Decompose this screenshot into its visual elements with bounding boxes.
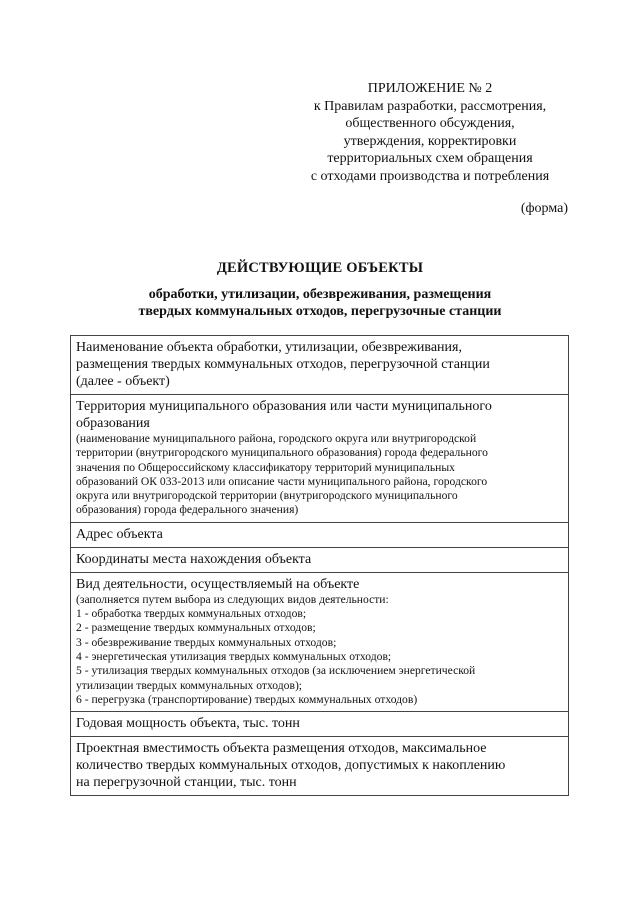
territory-note-3: значения по Общероссийскому классификатору территорий муниципальных <box>76 460 455 474</box>
cell-capacity <box>71 712 569 737</box>
form-label: (форма) <box>520 201 568 216</box>
territory-note-6: образования) города федерального значения) <box>76 503 299 517</box>
design-capacity-label-1: Проектная вместимость объекта размещения отходов, максимальное <box>76 741 487 757</box>
design-capacity-label-2: количество твердых коммунальных отходов, допустимых к накоплению <box>76 758 506 774</box>
object-name-label-1: Наименование объекта обработки, утилизации, обезвреживания, <box>76 340 462 355</box>
capacity-label: Годовая мощность объекта, тыс. тонн <box>76 716 300 732</box>
subtitle-line-1: обработки, утилизации, обезвреживания, размещения <box>148 287 492 302</box>
row-object-name <box>71 336 569 395</box>
territory-label-1: Территория муниципального образования или части муниципального <box>76 399 492 414</box>
row-territory <box>71 395 569 523</box>
cell-design-capacity <box>71 737 569 796</box>
appendix-title: ПРИЛОЖЕНИЕ № 2 <box>367 81 493 96</box>
activity-note-4: 3 - обезвреживание твердых коммунальных отходов; <box>76 635 337 649</box>
coordinates-label: Координаты места нахождения объекта <box>76 551 312 567</box>
activity-note-2: 1 - обработка твердых коммунальных отходов; <box>76 607 307 621</box>
activity-note-5: 4 - энергетическая утилизация твердых коммунальных отходов; <box>76 649 392 663</box>
address-label: Адрес объекта <box>76 526 163 542</box>
appendix-line-4: территориальных схем обращения <box>327 151 533 167</box>
activity-note-8: 6 - перегрузка (транспортирование) твердых коммунальных отходов) <box>76 692 418 706</box>
territory-note-5: округа или внутригородской территории (внутригородского муниципального <box>76 489 458 503</box>
form-table <box>70 335 569 796</box>
document-subtitle <box>0 286 640 320</box>
appendix-line-3: утверждения, корректировки <box>343 133 517 149</box>
cell-object-name <box>71 336 569 395</box>
appendix-header <box>280 80 580 186</box>
activity-note-1: (заполняется путем выбора из следующих видов деятельности: <box>76 592 389 606</box>
row-capacity <box>71 712 569 737</box>
object-name-label-2: размещения твердых коммунальных отходов, перегрузочной станции <box>76 357 490 372</box>
activity-note-7: утилизации твердых коммунальных отходов); <box>76 678 303 692</box>
territory-note-1: (наименование муниципального района, городского округа или внутригородской <box>76 432 477 445</box>
appendix-line-2: общественного обсуждения, <box>345 116 515 132</box>
appendix-line-5: с отходами производства и потребления <box>310 168 550 184</box>
row-activity <box>71 572 569 711</box>
appendix-line-1: к Правилам разработки, рассмотрения, <box>313 98 547 114</box>
cell-address <box>71 522 569 547</box>
row-design-capacity <box>71 737 569 796</box>
subtitle-line-2: твердых коммунальных отходов, перегрузочные станции <box>138 304 502 319</box>
cell-activity <box>71 572 569 711</box>
territory-note-4: образований ОК 033-2013 или описание части муниципального района, городского <box>76 474 488 488</box>
activity-note-3: 2 - размещение твердых коммунальных отходов; <box>76 621 316 635</box>
activity-label: Вид деятельности, осуществляемый на объекте <box>76 576 360 592</box>
territory-note-2: территории (внутригородского муниципального образования) города федерального <box>76 446 488 460</box>
row-coordinates <box>71 547 569 572</box>
cell-coordinates <box>71 547 569 572</box>
row-address <box>71 522 569 547</box>
object-name-label-3: (далее - объект) <box>76 374 170 389</box>
design-capacity-label-3: на перегрузочной станции, тыс. тонн <box>76 775 297 791</box>
document-title: ДЕЙСТВУЮЩИЕ ОБЪЕКТЫ <box>216 260 424 276</box>
territory-label-2: образования <box>76 416 150 431</box>
cell-territory <box>71 395 569 523</box>
activity-note-6: 5 - утилизация твердых коммунальных отходов (за исключением энергетической <box>76 664 476 678</box>
